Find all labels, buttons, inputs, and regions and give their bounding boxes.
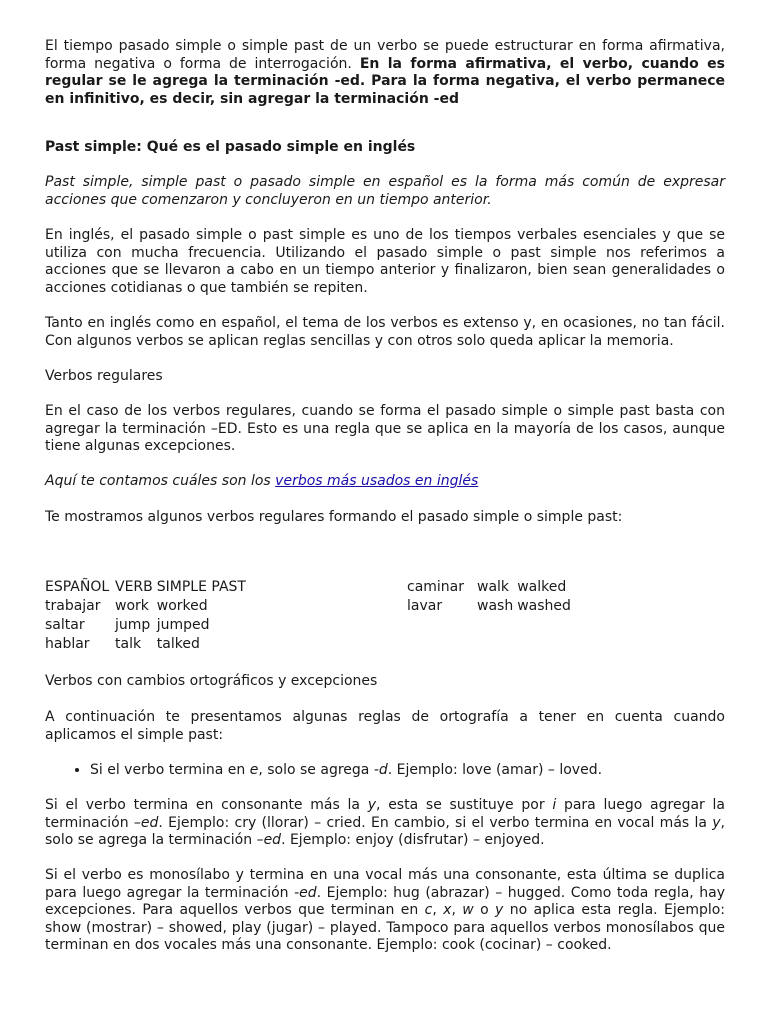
table-row — [407, 597, 575, 616]
rule-text: o — [473, 902, 496, 918]
rule-text: . Ejemplo: enjoy (disfrutar) – enjoyed. — [281, 832, 545, 848]
rule-suffix: -ed — [294, 884, 317, 901]
intro-bold-text: En la forma afirmativa, el verbo, cuando es regular se le agrega la terminación -ed. Para la forma negativa, el verbo permanece en infinitivo, es decir, sin agregar la terminación -ed — [45, 55, 726, 107]
table-cell: wash — [477, 598, 514, 614]
table-header-row — [45, 578, 250, 597]
section-heading: Past simple: Qué es el pasado simple en inglés — [45, 139, 416, 155]
table-cell: walked — [517, 579, 567, 595]
rule-text: . Ejemplo: love (amar) – loved. — [387, 762, 603, 778]
verbs-table-left — [45, 578, 250, 654]
verbs-table-right — [407, 578, 575, 616]
rule-suffix: –ed — [133, 814, 159, 831]
table-cell: washed — [517, 598, 571, 614]
rule-suffix: –ed — [256, 832, 282, 848]
table-cell: walk — [477, 579, 510, 595]
rule-text: , solo se agrega la terminación — [45, 814, 725, 848]
regular-verbs-paragraph: En el caso de los verbos regulares, cuando se forma el pasado simple o simple past basta con agregar la terminación –ED. Esto es una regla que se aplica en la mayoría de los casos, aunque tiene algunas excepciones. — [45, 403, 725, 454]
rule-text: . Ejemplo: cry (llorar) – cried. En cambio, si el verbo termina en vocal más la — [158, 814, 713, 831]
difficulty-paragraph: Tanto en inglés como en español, el tema de los verbos es extenso y, en ocasiones, no tan fácil. Con algunos verbos se aplican reglas sencillas y con otros solo queda aplicar la memoria. — [45, 315, 725, 349]
table-cell: jumped — [156, 617, 210, 633]
rule-text: no aplica esta regla. Ejemplo: show (mostrar) – showed, play (jugar) – played. Tampoco para aquellos verbos monosílabos que terminan en dos vocales más una consonante. Ejemplo: cook (cocinar) – cooked. — [45, 902, 726, 953]
table-row — [45, 616, 250, 635]
usage-paragraph: En inglés, el pasado simple o past simple es uno de los tiempos verbales esenciales y que se utiliza con mucha frecuencia. Utilizando el pasado simple o past simple nos referimos a acciones que se llevaron a cabo en un tiempo anterior y finalizaron, bien sean generalidades o acciones cotidianas o que también se repiten. — [45, 227, 725, 296]
consonant-y-paragraph — [45, 797, 725, 850]
link-paragraph — [45, 473, 725, 491]
rules-list — [45, 762, 768, 780]
table-cell: saltar — [45, 617, 85, 633]
table-cell: jump — [115, 617, 151, 633]
rule-text: . Ejemplo: hug (abrazar) – hugged. Como toda regla, hay excepciones. Para aquellos verbos que terminan en — [45, 884, 725, 918]
rule-text: , — [451, 902, 463, 918]
link-prefix: Aquí te contamos cuáles son los — [45, 473, 276, 489]
rule-text: Si el verbo es monosílabo y termina en una vocal más una consonante, esta última se duplica para luego agregar la terminación — [45, 867, 725, 901]
list-item — [90, 762, 768, 780]
rule-suffix: -d — [373, 762, 388, 778]
rule-letter: w — [462, 902, 474, 918]
rule-text: Si el verbo termina en consonante más la — [45, 797, 368, 813]
rule-letter: y — [367, 797, 377, 813]
table-row — [45, 635, 250, 654]
table-intro-paragraph: Te mostramos algunos verbos regulares formando el pasado simple o simple past: — [45, 509, 623, 525]
definition-paragraph: Past simple, simple past o pasado simple en español es la forma más común de expresar acciones que comenzaron y concluyeron en un tiempo anterior. — [45, 174, 725, 208]
table-cell: lavar — [407, 598, 443, 614]
rule-letter: i — [552, 797, 557, 813]
rule-letter: c — [424, 902, 433, 918]
table-row — [407, 578, 575, 597]
rule-letter: e — [249, 762, 259, 778]
table-row — [45, 597, 250, 616]
subheading-spelling-changes: Verbos con cambios ortográficos y excepciones — [45, 673, 378, 689]
rule-text: , solo se agrega — [258, 762, 374, 778]
table-cell: worked — [156, 598, 208, 614]
rule-letter: y — [495, 902, 504, 918]
rule-letter: x — [443, 902, 452, 918]
table-cell: hablar — [45, 636, 90, 652]
table-cell: talked — [156, 636, 200, 652]
most-used-verbs-link[interactable]: verbos más usados en inglés — [275, 473, 479, 489]
rule-text: para luego agregar la terminación — [45, 797, 725, 831]
rule-text: Si el verbo termina en — [90, 762, 250, 778]
rule-text: , esta se sustituye por — [376, 797, 553, 813]
rule-letter: y — [712, 814, 721, 831]
intro-paragraph — [45, 38, 725, 108]
table-cell: talk — [115, 636, 142, 652]
intro-text: El tiempo pasado simple o simple past de un verbo se puede estructurar en forma afirmativa, forma negativa o forma de interrogación. — [45, 38, 725, 72]
header-verb: VERB — [115, 579, 153, 595]
spelling-intro-paragraph: A continuación te presentamos algunas reglas de ortografía a tener en cuenta cuando aplicamos el simple past: — [45, 709, 725, 743]
header-espanol: ESPAÑOL — [45, 579, 110, 595]
table-cell: work — [115, 598, 149, 614]
monosyllable-paragraph — [45, 867, 725, 955]
rule-text: , — [432, 902, 444, 918]
table-cell: trabajar — [45, 598, 101, 614]
subheading-regular-verbs: Verbos regulares — [45, 368, 163, 384]
header-simple-past: SIMPLE PAST — [156, 579, 246, 595]
table-cell: caminar — [407, 579, 465, 595]
